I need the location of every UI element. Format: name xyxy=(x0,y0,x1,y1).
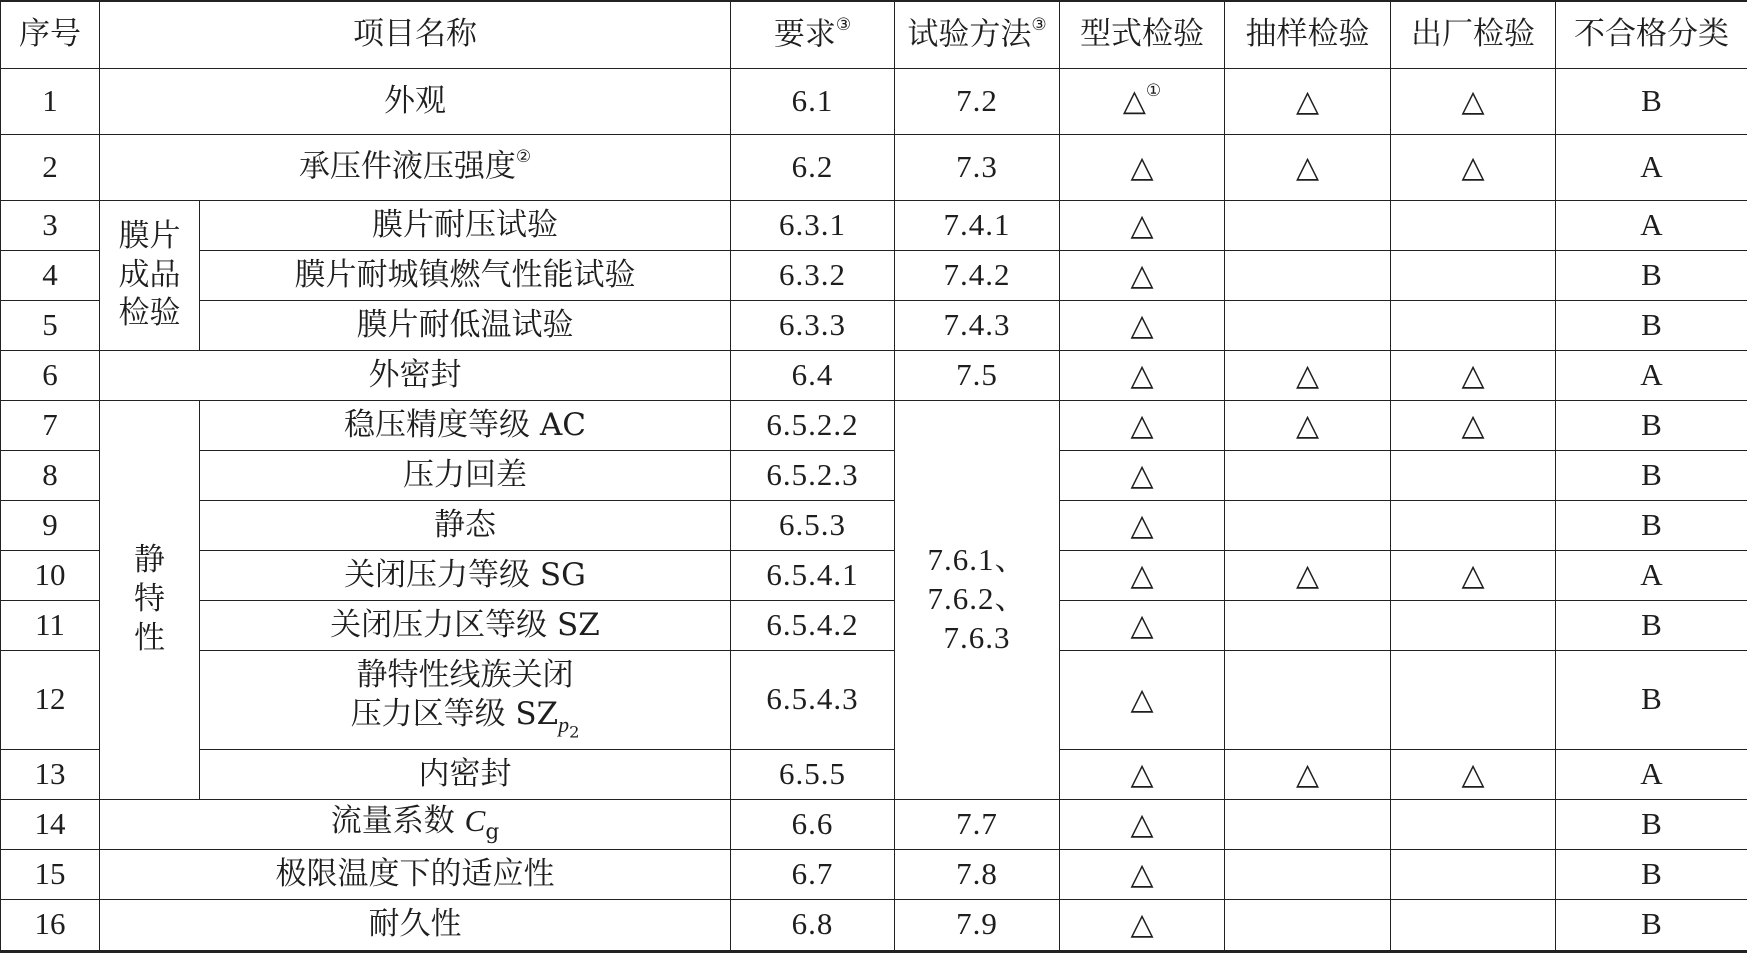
row-item-name: 外密封 xyxy=(100,350,731,400)
row-nonconformity-class: A xyxy=(1556,550,1747,600)
row-nonconformity-class: B xyxy=(1556,899,1747,951)
row-nonconformity-class: B xyxy=(1556,68,1747,134)
row-type-test-mark: △ xyxy=(1060,799,1225,849)
row-factory-test-mark: △ xyxy=(1391,749,1556,799)
row-item-name: 稳压精度等级 AC xyxy=(200,400,731,450)
row-seq: 7 xyxy=(1,400,100,450)
row-test-method: 7.3 xyxy=(895,134,1060,200)
row-factory-test-mark xyxy=(1391,300,1556,350)
row-seq: 11 xyxy=(1,600,100,650)
row-requirement: 6.5.2.3 xyxy=(731,450,895,500)
row-sample-test-mark xyxy=(1225,450,1391,500)
table-row xyxy=(1,450,1747,500)
row-test-method: 7.8 xyxy=(895,849,1060,899)
row-sample-test-mark: △ xyxy=(1225,749,1391,799)
row-nonconformity-class: A xyxy=(1556,200,1747,250)
row-seq: 13 xyxy=(1,749,100,799)
table-row xyxy=(1,300,1747,350)
row-test-method: 7.9 xyxy=(895,899,1060,951)
row-nonconformity-class: B xyxy=(1556,799,1747,849)
row-seq: 12 xyxy=(1,650,100,749)
table-row xyxy=(1,550,1747,600)
row-requirement: 6.5.4.2 xyxy=(731,600,895,650)
row-nonconformity-class: A xyxy=(1556,350,1747,400)
row-factory-test-mark: △ xyxy=(1391,68,1556,134)
header-seq: 序号 xyxy=(1,1,100,68)
row-item-name: 承压件液压强度② xyxy=(100,134,731,200)
row-sample-test-mark: △ xyxy=(1225,68,1391,134)
table-row xyxy=(1,749,1747,799)
header-factory-test: 出厂检验 xyxy=(1391,1,1556,68)
row-factory-test-mark xyxy=(1391,250,1556,300)
row-sample-test-mark xyxy=(1225,650,1391,749)
row-type-test-mark: △ xyxy=(1060,350,1225,400)
row-seq: 15 xyxy=(1,849,100,899)
row-requirement: 6.6 xyxy=(731,799,895,849)
row-requirement: 6.5.3 xyxy=(731,500,895,550)
row-type-test-mark: △ xyxy=(1060,899,1225,951)
row-type-test-mark: △ xyxy=(1060,550,1225,600)
row-nonconformity-class: B xyxy=(1556,250,1747,300)
row-sample-test-mark xyxy=(1225,300,1391,350)
row-sample-test-mark: △ xyxy=(1225,400,1391,450)
table-row xyxy=(1,799,1747,849)
row-nonconformity-class: B xyxy=(1556,650,1747,749)
table-row xyxy=(1,600,1747,650)
header-item-name: 项目名称 xyxy=(100,1,731,68)
table-row xyxy=(1,899,1747,951)
row-item-name: 关闭压力区等级 SZ xyxy=(200,600,731,650)
row-type-test-mark: △ xyxy=(1060,849,1225,899)
row-type-test-mark: △ xyxy=(1060,600,1225,650)
row-factory-test-mark xyxy=(1391,799,1556,849)
row-sample-test-mark xyxy=(1225,849,1391,899)
row-test-method: 7.5 xyxy=(895,350,1060,400)
row-item-name: 耐久性 xyxy=(100,899,731,951)
row-item-name: 极限温度下的适应性 xyxy=(100,849,731,899)
row-sample-test-mark: △ xyxy=(1225,350,1391,400)
row-type-test-mark: △ xyxy=(1060,450,1225,500)
row-factory-test-mark: △ xyxy=(1391,400,1556,450)
row-type-test-mark: △ xyxy=(1060,400,1225,450)
row-nonconformity-class: B xyxy=(1556,300,1747,350)
header-type-test: 型式检验 xyxy=(1060,1,1225,68)
row-item-name: 关闭压力等级 SG xyxy=(200,550,731,600)
table-row xyxy=(1,849,1747,899)
row-item-name: 外观 xyxy=(100,68,731,134)
row-seq: 16 xyxy=(1,899,100,951)
row-factory-test-mark xyxy=(1391,849,1556,899)
group-static-characteristics: 静 特 性 xyxy=(100,400,200,799)
row-seq: 2 xyxy=(1,134,100,200)
row-seq: 14 xyxy=(1,799,100,849)
row-seq: 9 xyxy=(1,500,100,550)
row-sample-test-mark xyxy=(1225,250,1391,300)
row-item-name: 流量系数 $C_g$ xyxy=(100,799,731,849)
row-test-method: 7.4.3 xyxy=(895,300,1060,350)
row-item-name: 膜片耐低温试验 xyxy=(200,300,731,350)
row-sample-test-mark xyxy=(1225,899,1391,951)
row-factory-test-mark xyxy=(1391,650,1556,749)
row-nonconformity-class: A xyxy=(1556,749,1747,799)
row-item-name: 膜片耐城镇燃气性能试验 xyxy=(200,250,731,300)
row-requirement: 6.7 xyxy=(731,849,895,899)
row-factory-test-mark: △ xyxy=(1391,550,1556,600)
header-sample-test: 抽样检验 xyxy=(1225,1,1391,68)
row-type-test-mark: △ xyxy=(1060,200,1225,250)
table-row xyxy=(1,250,1747,300)
row-sample-test-mark: △ xyxy=(1225,134,1391,200)
row-requirement: 6.5.4.1 xyxy=(731,550,895,600)
row-nonconformity-class: B xyxy=(1556,450,1747,500)
header-row xyxy=(1,1,1747,68)
header-test-method: 试验方法③ xyxy=(895,1,1060,68)
row-seq: 10 xyxy=(1,550,100,600)
table-row xyxy=(1,400,1747,450)
row-test-method: 7.4.1 xyxy=(895,200,1060,250)
row-requirement: 6.5.4.3 xyxy=(731,650,895,749)
row-seq: 3 xyxy=(1,200,100,250)
table-row xyxy=(1,650,1747,749)
row-sample-test-mark xyxy=(1225,200,1391,250)
row-factory-test-mark: △ xyxy=(1391,134,1556,200)
row-factory-test-mark xyxy=(1391,200,1556,250)
row-type-test-mark: △ xyxy=(1060,650,1225,749)
table-row xyxy=(1,500,1747,550)
row-requirement: 6.3.1 xyxy=(731,200,895,250)
row-seq: 5 xyxy=(1,300,100,350)
row-type-test-mark: △ xyxy=(1060,300,1225,350)
table-row xyxy=(1,68,1747,134)
row-requirement: 6.8 xyxy=(731,899,895,951)
row-nonconformity-class: B xyxy=(1556,849,1747,899)
row-test-method: 7.2 xyxy=(895,68,1060,134)
row-factory-test-mark: △ xyxy=(1391,350,1556,400)
table-row xyxy=(1,200,1747,250)
static-test-method: 7.6.1、 7.6.2、 7.6.3 xyxy=(895,400,1060,799)
row-sample-test-mark: △ xyxy=(1225,550,1391,600)
row-nonconformity-class: B xyxy=(1556,600,1747,650)
row-requirement: 6.1 xyxy=(731,68,895,134)
row-type-test-mark: △ xyxy=(1060,500,1225,550)
row-nonconformity-class: A xyxy=(1556,134,1747,200)
row-item-name: 内密封 xyxy=(200,749,731,799)
row-factory-test-mark xyxy=(1391,450,1556,500)
row-sample-test-mark xyxy=(1225,799,1391,849)
row-seq: 6 xyxy=(1,350,100,400)
row-requirement: 6.3.3 xyxy=(731,300,895,350)
row-seq: 1 xyxy=(1,68,100,134)
row-item-name: 静态 xyxy=(200,500,731,550)
row-type-test-mark: △ xyxy=(1060,749,1225,799)
row-item-name: 压力回差 xyxy=(200,450,731,500)
row-test-method: 7.7 xyxy=(895,799,1060,849)
header-nonconformity-class: 不合格分类 xyxy=(1556,1,1747,68)
row-sample-test-mark xyxy=(1225,600,1391,650)
row-seq: 4 xyxy=(1,250,100,300)
row-requirement: 6.4 xyxy=(731,350,895,400)
row-requirement: 6.5.5 xyxy=(731,749,895,799)
row-factory-test-mark xyxy=(1391,500,1556,550)
row-factory-test-mark xyxy=(1391,600,1556,650)
row-nonconformity-class: B xyxy=(1556,500,1747,550)
row-requirement: 6.3.2 xyxy=(731,250,895,300)
row-factory-test-mark xyxy=(1391,899,1556,951)
row-type-test-mark: △ xyxy=(1060,250,1225,300)
row-nonconformity-class: B xyxy=(1556,400,1747,450)
row-test-method: 7.4.2 xyxy=(895,250,1060,300)
table-row xyxy=(1,134,1747,200)
row-seq: 8 xyxy=(1,450,100,500)
table-row xyxy=(1,350,1747,400)
row-type-test-mark: △① xyxy=(1060,68,1225,134)
group-membrane-inspection: 膜片 成品 检验 xyxy=(100,200,200,350)
row-type-test-mark: △ xyxy=(1060,134,1225,200)
row-sample-test-mark xyxy=(1225,500,1391,550)
row-item-name: 静特性线族关闭 压力区等级 $SZ_{p_2}$ xyxy=(200,650,731,749)
row-requirement: 6.5.2.2 xyxy=(731,400,895,450)
row-requirement: 6.2 xyxy=(731,134,895,200)
row-item-name: 膜片耐压试验 xyxy=(200,200,731,250)
header-requirement: 要求③ xyxy=(731,1,895,68)
